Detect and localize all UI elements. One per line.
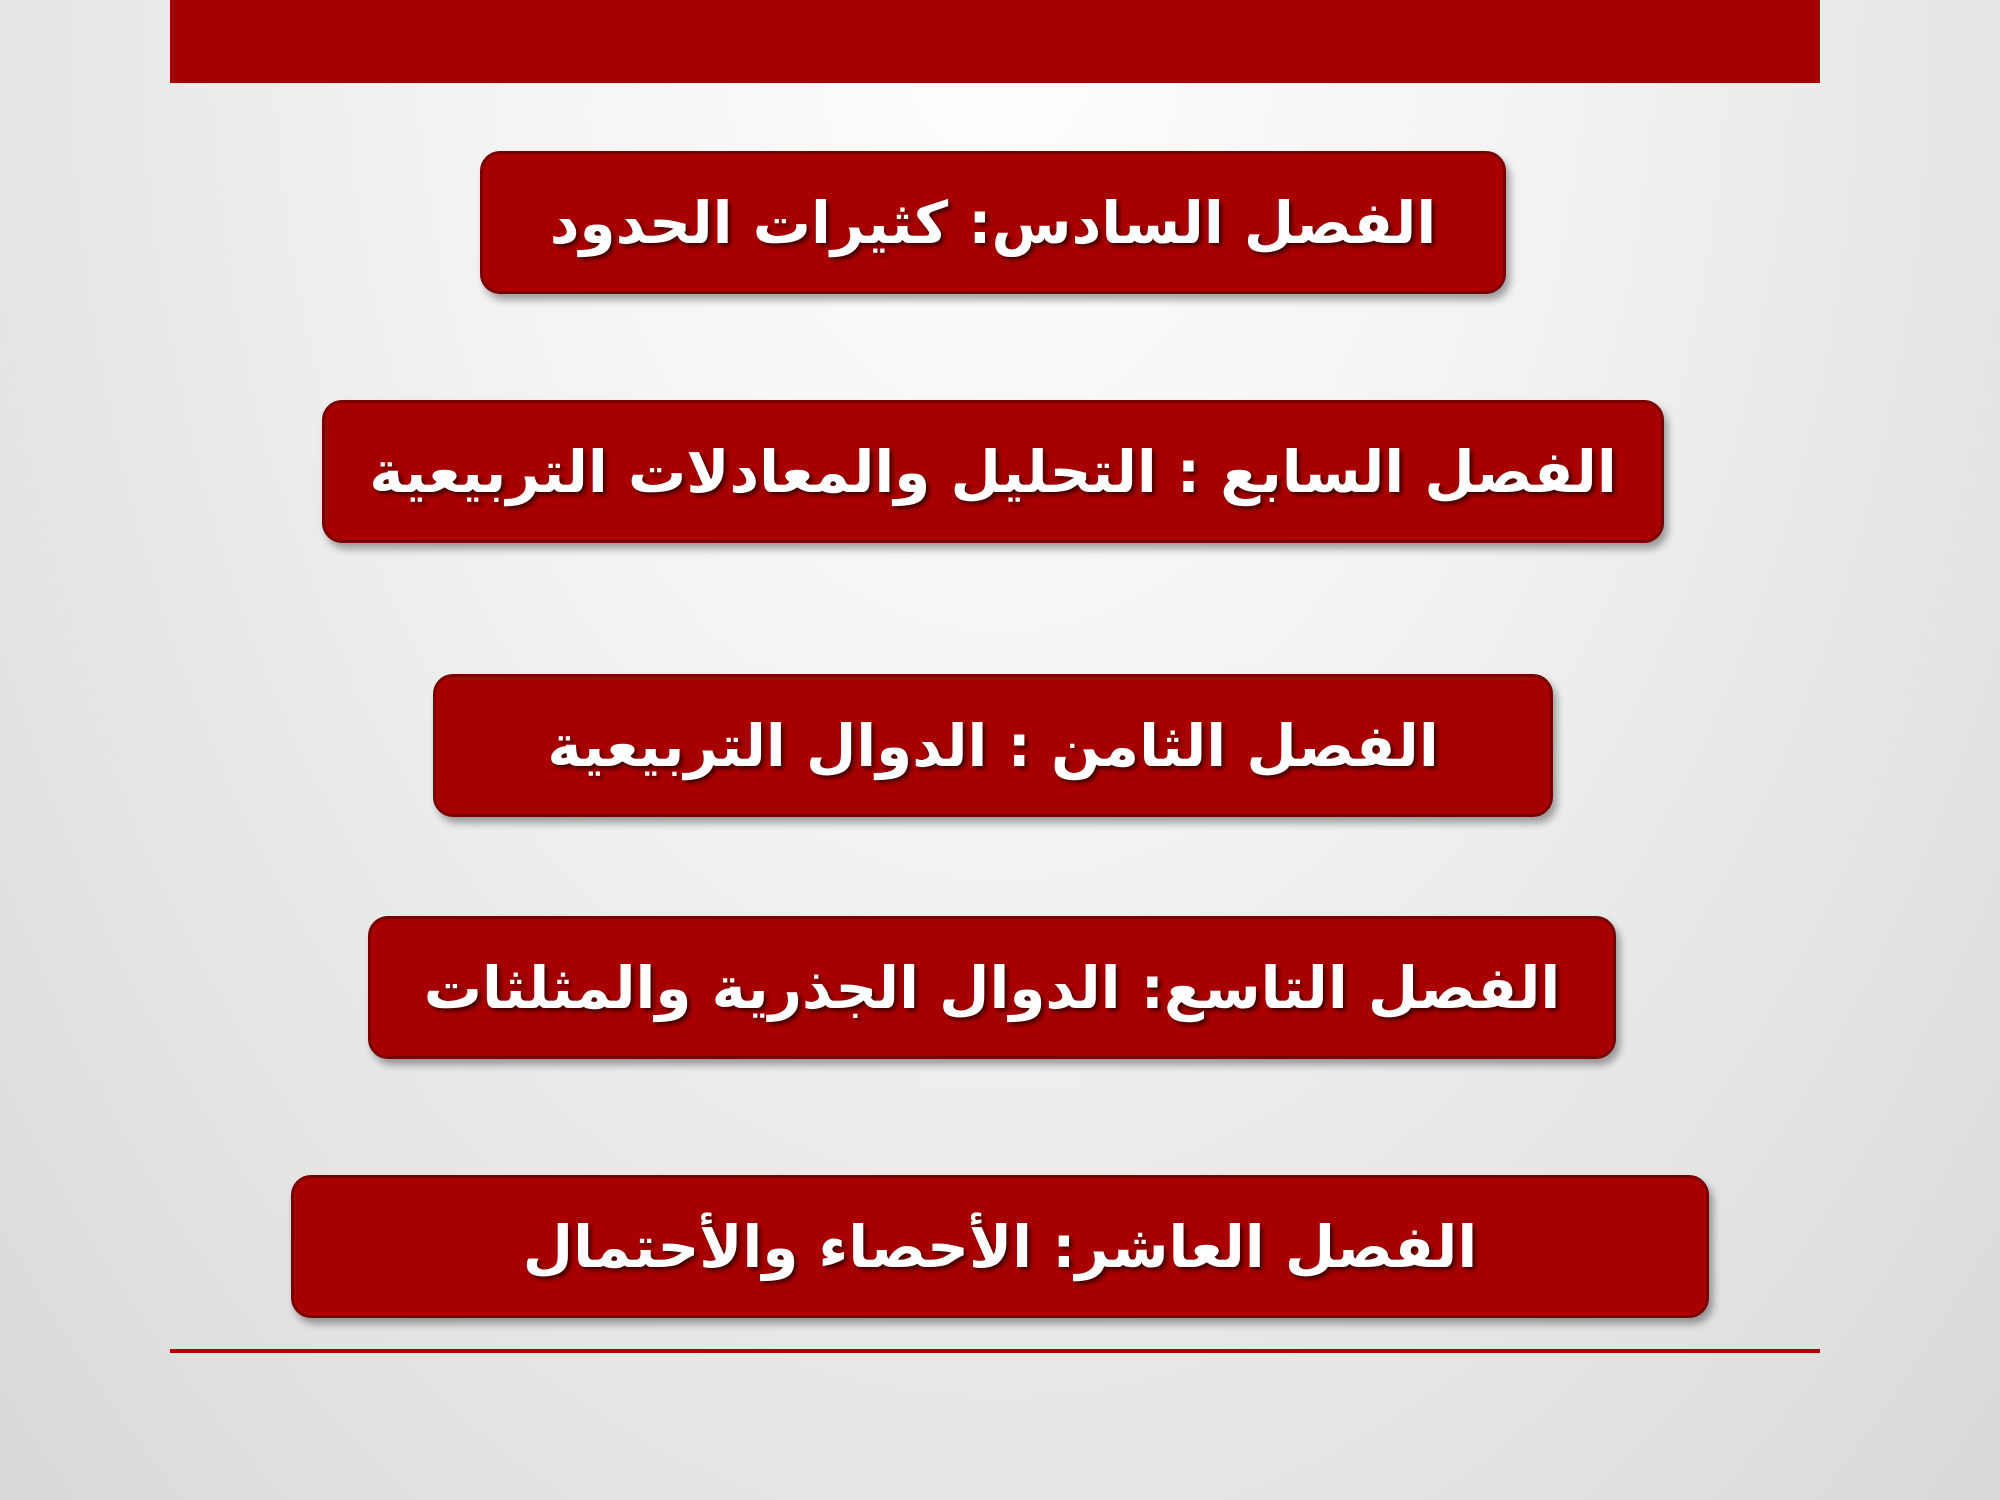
chapter-7-button[interactable] [322, 400, 1664, 543]
chapter-6-label: الفصل السادس: كثيرات الحدود [549, 188, 1437, 257]
bottom-divider-line [170, 1349, 1820, 1353]
top-banner-bar [170, 0, 1820, 83]
chapter-10-button[interactable] [291, 1175, 1709, 1318]
chapter-9-button[interactable] [368, 916, 1616, 1059]
chapter-8-button[interactable] [433, 674, 1553, 817]
chapter-8-label: الفصل الثامن : الدوال التربيعية [547, 711, 1439, 780]
chapter-9-label: الفصل التاسع: الدوال الجذرية والمثلثات [423, 953, 1561, 1022]
chapter-10-label: الفصل العاشر: الأحصاء والأحتمال [522, 1212, 1478, 1281]
chapter-7-label: الفصل السابع : التحليل والمعادلات التربيعية [369, 437, 1617, 506]
chapter-6-button[interactable] [480, 151, 1506, 294]
